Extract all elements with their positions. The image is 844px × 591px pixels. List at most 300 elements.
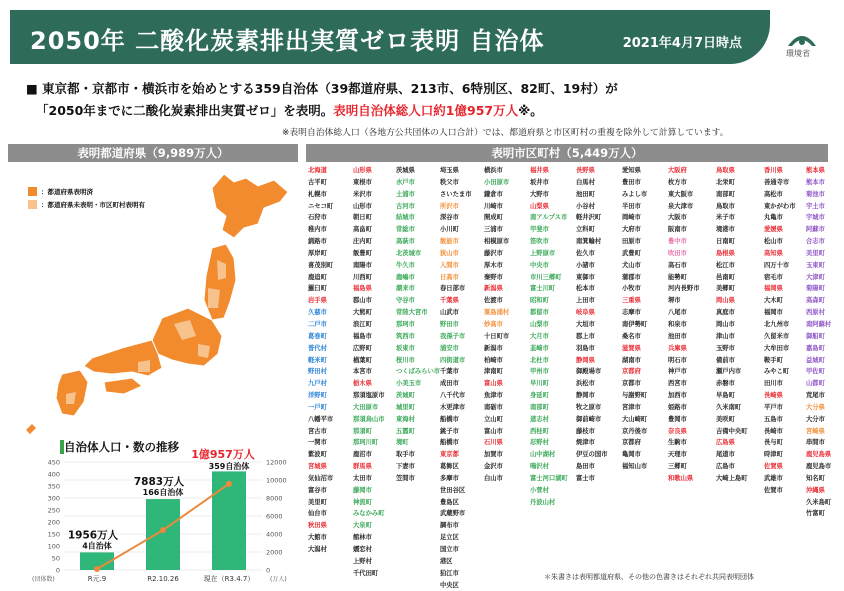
municipality-item: 城里町 — [396, 403, 415, 411]
municipality-item: 大泉町 — [353, 522, 372, 530]
municipality-item: 尾道市 — [716, 451, 735, 459]
municipality-item: 北栄町 — [716, 178, 735, 186]
municipality-item: 美郷町 — [716, 285, 735, 293]
summary-line-2-a: 「2050年までに二酸化炭素排出実質ゼロ」を表明。 — [36, 103, 334, 118]
municipality-item: 嬬恋村 — [353, 546, 372, 553]
municipality-item: 姫路市 — [668, 403, 687, 411]
municipality-item: 愛媛県 — [764, 226, 783, 234]
municipality-item: 朝日町 — [353, 214, 372, 222]
municipality-item: 中央市 — [530, 261, 549, 269]
municipality-item: 東海村 — [396, 415, 415, 423]
municipality-item: 銚子市 — [440, 427, 459, 435]
municipality-item: 狭山市 — [440, 249, 459, 257]
municipality-item: 香川県 — [764, 167, 783, 174]
municipality-item: 阿蘇市 — [806, 226, 825, 234]
left-tick-label: 150 — [47, 530, 60, 539]
municipality-item: 忍野村 — [530, 439, 549, 447]
municipality-item: 加賀市 — [484, 451, 503, 459]
municipality-item: 北海道 — [308, 167, 327, 174]
municipality-item: 福島県 — [353, 285, 372, 293]
municipality-item: 二戸市 — [308, 320, 327, 328]
municipality-item: 一戸町 — [308, 403, 327, 411]
municipality-item: 藤枝市 — [576, 427, 595, 435]
municipality-item: 茨城町 — [396, 392, 415, 400]
municipality-item: 白馬村 — [576, 178, 595, 186]
legend-label-partial: ：都道府県未表明・市区町村表明有 — [41, 201, 145, 209]
municipality-item: 八千代市 — [440, 392, 466, 400]
municipality-item: 九戸村 — [308, 380, 327, 388]
municipality-item: 荒尾市 — [806, 392, 825, 400]
municipality-item: 佐賀市 — [764, 486, 783, 494]
municipality-item: 那珂市 — [396, 320, 415, 328]
right-tick-label: 6000 — [266, 512, 283, 521]
left-tick-label: 350 — [47, 482, 60, 491]
municipality-column — [530, 165, 568, 508]
map-hokkaido — [212, 174, 288, 238]
municipality-item: 木更津市 — [440, 403, 466, 411]
municipality-item: 千代田町 — [353, 569, 379, 577]
municipality-item: 仙台市 — [308, 510, 327, 518]
municipality-item: 桜川市 — [396, 356, 415, 364]
municipality-item: 合志市 — [806, 238, 825, 246]
municipality-item: 早川町 — [530, 380, 549, 388]
municipality-item: 竹富町 — [806, 510, 825, 518]
municipality-item: 豊田市 — [622, 178, 641, 186]
municipality-item: 京都市 — [622, 380, 641, 388]
municipality-item: 武雄市 — [764, 474, 783, 482]
municipality-item: 日南町 — [716, 238, 735, 246]
left-tick-label: 50 — [51, 554, 60, 563]
municipality-item: 釧路市 — [308, 238, 327, 246]
municipality-item: 埼玉県 — [440, 167, 459, 174]
municipality-item: 菊池市 — [806, 190, 825, 198]
municipality-item: 藤岡市 — [353, 486, 372, 494]
left-unit-label: (団体数) — [32, 576, 55, 583]
municipality-item: 伊豆の国市 — [576, 451, 608, 459]
municipality-item: 長野県 — [576, 167, 595, 174]
municipality-item: 川西町 — [353, 273, 372, 281]
left-tick-label: 0 — [55, 566, 60, 575]
left-tick-label: 200 — [47, 518, 60, 527]
municipality-item: 柏崎市 — [484, 356, 503, 364]
municipality-item: 秦野市 — [484, 273, 503, 281]
municipality-item: 桑名市 — [622, 332, 641, 340]
municipality-item: 笠間市 — [396, 474, 415, 482]
municipality-item: 湖南市 — [622, 356, 641, 364]
municipality-item: 池田町 — [576, 190, 595, 198]
municipality-item: 備前市 — [716, 356, 735, 364]
x-tick-label: R元.9 — [87, 575, 107, 583]
municipality-item: 小谷村 — [576, 202, 595, 210]
map-tohoku — [204, 244, 236, 320]
municipality-column — [440, 165, 478, 591]
municipality-item: さいたま市 — [440, 190, 472, 198]
municipality-item: 市川三郷町 — [530, 273, 562, 281]
municipality-item: 佐渡市 — [484, 297, 503, 305]
summary-text — [26, 78, 806, 122]
municipality-item: 大崎上島町 — [716, 474, 748, 482]
count-point — [94, 566, 100, 572]
left-tick-label: 100 — [47, 542, 60, 551]
municipality-item: 山形市 — [353, 202, 372, 210]
municipality-item: 御船町 — [806, 332, 825, 340]
municipality-item: 静岡県 — [576, 356, 595, 364]
municipality-item: 熊本市 — [806, 178, 825, 186]
municipality-item: 群馬県 — [353, 463, 372, 471]
municipality-item: 小美玉市 — [396, 380, 422, 388]
municipality-item: 一関市 — [308, 439, 327, 447]
municipality-item: 港区 — [440, 557, 453, 565]
municipality-item: 真庭市 — [716, 309, 735, 317]
municipality-item: 大津町 — [806, 273, 825, 281]
municipality-item: 郡上市 — [576, 332, 595, 340]
municipality-item: 美里町 — [806, 249, 825, 257]
municipality-item: 五霞町 — [396, 427, 415, 435]
municipality-item: 明石市 — [668, 356, 687, 364]
municipality-item: 東大阪市 — [668, 190, 694, 198]
municipality-item: 南阿蘇村 — [806, 320, 832, 328]
municipality-item: 那珂川町 — [353, 439, 379, 447]
municipality-item: 岡山市 — [716, 320, 735, 328]
municipality-item: 軽米町 — [308, 356, 327, 364]
municipality-item: 千葉市 — [440, 368, 459, 376]
municipality-item: 上野原市 — [530, 249, 556, 257]
municipality-item: 吉備中央町 — [716, 427, 748, 435]
header — [0, 0, 834, 68]
municipality-item: 潮来市 — [396, 285, 415, 293]
municipality-item: 福島市 — [353, 332, 372, 340]
municipality-item: 福岡市 — [764, 309, 783, 317]
municipality-item: 南陽市 — [353, 261, 372, 269]
municipality-item: 富谷市 — [308, 486, 327, 494]
municipality-item: 水戸市 — [396, 178, 415, 186]
municipality-item: 浦安市 — [440, 344, 459, 352]
municipality-item: 軽井沢町 — [576, 214, 602, 222]
municipality-item: 島田市 — [576, 463, 595, 471]
municipality-item: 邑南町 — [716, 273, 735, 281]
municipality-item: 美里町 — [308, 498, 327, 506]
municipality-item: 島根県 — [716, 249, 735, 257]
municipality-item: 大熊町 — [353, 309, 372, 317]
municipality-item: 菊陽町 — [806, 285, 825, 293]
municipality-item: 都留市 — [530, 309, 549, 317]
municipality-item: 野田村 — [308, 368, 327, 376]
right-tick-label: 2000 — [266, 548, 283, 557]
municipality-item: 京丹後市 — [622, 427, 648, 435]
municipality-item: 和泉市 — [668, 320, 687, 328]
municipality-item: 津南町 — [484, 368, 503, 376]
municipality-item: 福知山市 — [622, 463, 648, 471]
municipality-item: 浜松市 — [576, 380, 595, 388]
municipality-item: 北茨城市 — [396, 249, 422, 257]
municipality-item: 焼津市 — [576, 439, 595, 447]
municipality-item: 豊島区 — [440, 498, 459, 506]
municipality-item: 浪江町 — [353, 320, 372, 328]
municipality-column — [806, 165, 844, 520]
legend-swatch-light — [28, 200, 37, 209]
municipality-item: 南アルプス市 — [530, 214, 568, 222]
legend-item-partial — [28, 200, 145, 209]
municipality-item: 広島市 — [716, 463, 735, 471]
municipality-item: 御殿場市 — [576, 368, 602, 376]
municipality-item: 神戸市 — [668, 368, 687, 376]
municipality-item: 大阪市 — [668, 214, 687, 222]
municipality-item: 昭和町 — [530, 297, 549, 305]
municipality-item: 南部町 — [716, 190, 735, 198]
municipality-item: 生駒市 — [668, 439, 687, 447]
municipality-item: 宮城県 — [308, 463, 327, 471]
municipality-item: 狛江市 — [440, 569, 459, 577]
municipality-item: 粟島浦村 — [484, 309, 510, 317]
municipality-item: 魚津市 — [484, 392, 503, 400]
municipality-item: 多摩市 — [440, 474, 459, 482]
municipality-item: 洋野町 — [308, 392, 327, 400]
municipality-item: 鹿児島市 — [806, 463, 832, 471]
municipality-item: 加西市 — [668, 392, 687, 400]
municipality-item: 佐久市 — [576, 249, 595, 257]
municipality-item: 古平町 — [308, 178, 327, 186]
municipality-item: 小川町 — [440, 226, 459, 234]
municipality-item: 松山市 — [764, 238, 783, 246]
municipality-item: 宿毛市 — [764, 273, 783, 281]
municipality-item: 甲佐町 — [806, 368, 825, 376]
municipality-item: 豊中市 — [668, 238, 687, 246]
municipality-item: 山武市 — [440, 309, 459, 317]
municipality-item: 八尾市 — [668, 309, 687, 317]
municipality-item: 大府市 — [622, 226, 641, 234]
municipality-item: 福井県 — [530, 167, 549, 174]
municipality-item: 佐賀県 — [764, 463, 783, 471]
municipality-item: 足立区 — [440, 534, 459, 542]
municipality-item: 大木町 — [764, 297, 783, 305]
municipality-item: 岩手県 — [308, 297, 327, 305]
x-tick-label: 現在（R3.4.7） — [203, 575, 255, 583]
municipality-item: 東御市 — [576, 273, 595, 281]
prefecture-panel-title: 表明都道府県（9,989万人） — [8, 144, 298, 162]
municipality-item: 大山崎町 — [622, 415, 648, 423]
map-honshu-west — [84, 340, 162, 376]
municipality-item: 太田市 — [353, 474, 372, 482]
count-label: 359自治体 — [208, 462, 250, 471]
legend-item-declared — [28, 187, 145, 196]
municipality-item: 豊岡市 — [668, 415, 687, 423]
municipality-panel-title: 表明市区町村（5,449万人） — [306, 144, 828, 162]
municipality-item: 鞍手町 — [764, 356, 783, 364]
municipality-item: 鹿沼市 — [353, 451, 372, 459]
municipality-item: 宮古市 — [308, 427, 327, 435]
municipality-item: 奈良県 — [668, 427, 687, 435]
municipality-item: 土浦市 — [396, 190, 415, 198]
legend-label-declared: ：都道府県表明済 — [41, 188, 93, 196]
municipality-item: 長崎県 — [764, 392, 783, 400]
municipality-item: 境港市 — [716, 226, 735, 234]
municipality-item: 広島県 — [716, 439, 735, 447]
municipality-item: 河内長野市 — [668, 285, 700, 293]
municipality-item: 妙高市 — [484, 320, 503, 328]
municipality-item: 能勢町 — [668, 273, 687, 281]
municipality-item: 笛吹市 — [530, 238, 549, 246]
municipality-item: 四万十市 — [764, 261, 790, 269]
municipality-item: 楢葉町 — [353, 356, 372, 364]
municipality-item: 田原市 — [622, 238, 641, 246]
municipality-item: 瀬戸内市 — [716, 368, 742, 376]
municipality-item: 小田原市 — [484, 178, 510, 186]
municipality-item: 白山市 — [484, 474, 503, 482]
municipality-column — [396, 165, 441, 485]
municipality-item: 枚方市 — [668, 178, 687, 186]
municipality-item: 蒲郡市 — [622, 273, 641, 281]
municipality-item: 那須町 — [353, 427, 372, 435]
population-bar — [146, 499, 180, 570]
municipality-item: 藤沢市 — [484, 249, 503, 257]
municipality-item: 富山市 — [484, 427, 503, 435]
municipality-item: 高松市 — [764, 190, 783, 198]
population-note: ※表明自治体総人口（各地方公共団体の人口合計）では、都道府県と市区町村の重複を除外して計算しています。 — [282, 128, 729, 138]
municipality-item: 西原村 — [806, 309, 825, 317]
municipality-item: みやこ町 — [764, 368, 790, 376]
municipality-item: 小牧市 — [622, 285, 641, 293]
color-footnote: ＊朱書きは表明都道府県、その他の色書きはそれぞれ共同表明団体 — [544, 573, 754, 581]
municipality-item: 南伊勢町 — [622, 320, 648, 328]
municipality-item: 山中湖村 — [530, 451, 556, 459]
municipality-item: 赤磐市 — [716, 380, 735, 388]
municipality-item: 久慈市 — [308, 309, 327, 317]
municipality-item: 筑西市 — [396, 332, 415, 340]
value-label: 1956万人 — [67, 529, 119, 542]
municipality-item: 古河市 — [396, 202, 415, 210]
municipality-item: 久米島町 — [806, 498, 832, 506]
municipality-item: 金沢市 — [484, 463, 503, 471]
municipality-item: 三浦市 — [484, 226, 503, 234]
municipality-item: 愛知県 — [622, 167, 641, 174]
municipality-item: 川崎市 — [484, 202, 503, 210]
municipality-item: 船橋市 — [440, 415, 459, 423]
municipality-item: 宮津市 — [622, 403, 641, 411]
municipality-item: 京都府 — [622, 368, 641, 376]
municipality-item: 開成町 — [484, 214, 503, 222]
municipality-item: 東根市 — [353, 178, 372, 186]
summary-line-1: ■ 東京都・京都市・横浜市を始めとする359自治体（39都道府県、213市、6特別区、82町、19村）が — [26, 81, 618, 96]
municipality-item: 山梨県 — [530, 202, 549, 210]
municipality-item: 石狩市 — [308, 214, 327, 222]
municipality-item: 大垣市 — [576, 320, 595, 328]
municipality-item: 南箕輪村 — [576, 238, 602, 246]
municipality-item: 武蔵野市 — [440, 510, 466, 518]
summary-population: 表明自治体総人口約1億957万人 — [333, 103, 519, 118]
municipality-column — [764, 165, 802, 497]
municipality-item: 世田谷区 — [440, 486, 466, 494]
municipality-item: 鳴沢村 — [530, 463, 549, 471]
municipality-item: 西宮市 — [668, 380, 687, 388]
municipality-item: 山形県 — [353, 167, 372, 174]
municipality-item: 亀岡市 — [622, 451, 641, 459]
municipality-item: 日高市 — [440, 273, 459, 281]
municipality-item: 米子市 — [716, 214, 735, 222]
municipality-item: 武豊町 — [622, 249, 641, 257]
municipality-item: 下妻市 — [396, 463, 415, 471]
municipality-item: 境町 — [396, 439, 409, 447]
municipality-item: 小菅村 — [530, 486, 549, 494]
value-label: 7883万人 — [133, 476, 185, 489]
municipality-item: 鹿追町 — [308, 273, 327, 281]
municipality-item: 平戸市 — [764, 403, 783, 411]
municipality-item: 宮崎県 — [806, 427, 825, 435]
municipality-item: 八幡平市 — [308, 415, 334, 423]
municipality-item: 秋田県 — [308, 522, 327, 530]
municipality-item: 高石市 — [668, 261, 687, 269]
municipality-item: 時津町 — [764, 451, 783, 459]
municipality-item: 丹波山村 — [530, 498, 556, 506]
municipality-item: 守谷市 — [396, 297, 415, 305]
municipality-item: 坂井市 — [530, 178, 549, 186]
municipality-item: 立山町 — [484, 415, 503, 423]
municipality-item: 深谷市 — [440, 214, 459, 222]
municipality-item: 熊本県 — [806, 167, 825, 174]
municipality-item: 那須烏山市 — [353, 415, 385, 423]
municipality-item: 野田市 — [440, 320, 459, 328]
municipality-item: 大月市 — [530, 332, 549, 340]
municipality-item: 上田市 — [576, 297, 595, 305]
municipality-item: 羅臼町 — [308, 285, 327, 293]
municipality-item: 五島市 — [764, 415, 783, 423]
municipality-item: 葛巻町 — [308, 332, 327, 340]
municipality-item: 坂東市 — [396, 344, 415, 352]
municipality-item: 常総市 — [396, 226, 415, 234]
value-label: 1億957万人 — [191, 448, 255, 461]
municipality-item: 山梨市 — [530, 320, 549, 328]
municipality-item: 茨城県 — [396, 167, 415, 174]
municipality-item: 相模原市 — [484, 238, 510, 246]
municipality-item: 益城町 — [806, 356, 825, 364]
municipality-item: 常陸大宮市 — [396, 309, 428, 317]
municipality-item: 札幌市 — [308, 190, 327, 198]
count-point — [226, 481, 232, 487]
municipality-item: 米沢市 — [353, 190, 372, 198]
municipality-item: 富士河口湖町 — [530, 474, 568, 482]
count-label: 166自治体 — [142, 488, 184, 498]
municipality-item: 富士川町 — [530, 285, 556, 293]
municipality-item: 調布市 — [440, 522, 459, 530]
municipality-item: 鳥取県 — [716, 167, 735, 174]
municipality-item: 南砺市 — [484, 403, 503, 411]
right-tick-label: 12000 — [266, 458, 287, 467]
municipality-item: みなかみ町 — [353, 510, 385, 518]
municipality-item: 鎌倉市 — [484, 190, 503, 198]
municipality-item: 船橋市 — [440, 439, 459, 447]
municipality-item: 気仙沼市 — [308, 474, 334, 482]
municipality-item: 松江市 — [716, 261, 735, 269]
municipality-item: みよし市 — [622, 190, 648, 198]
map-legend — [28, 187, 145, 213]
municipality-item: 宇城市 — [806, 214, 825, 222]
population-chart — [30, 448, 298, 583]
municipality-item: 普代村 — [308, 344, 327, 352]
municipality-item: 美咲町 — [716, 415, 735, 423]
municipality-item: 嘉島町 — [806, 344, 825, 352]
municipality-item: 福岡県 — [764, 285, 783, 293]
municipality-item: 国立市 — [440, 546, 459, 553]
municipality-item: 大潟村 — [308, 546, 327, 553]
municipality-item: 結城市 — [396, 214, 415, 222]
municipality-column — [308, 165, 346, 556]
municipality-item: 和歌山県 — [668, 474, 694, 482]
municipality-item: 甲斐市 — [530, 226, 549, 234]
municipality-item: 小諸市 — [576, 261, 595, 269]
municipality-item: 御前崎市 — [576, 415, 602, 423]
municipality-column — [484, 165, 522, 485]
right-tick-label: 4000 — [266, 530, 283, 539]
municipality-item: 新潟県 — [484, 285, 503, 293]
